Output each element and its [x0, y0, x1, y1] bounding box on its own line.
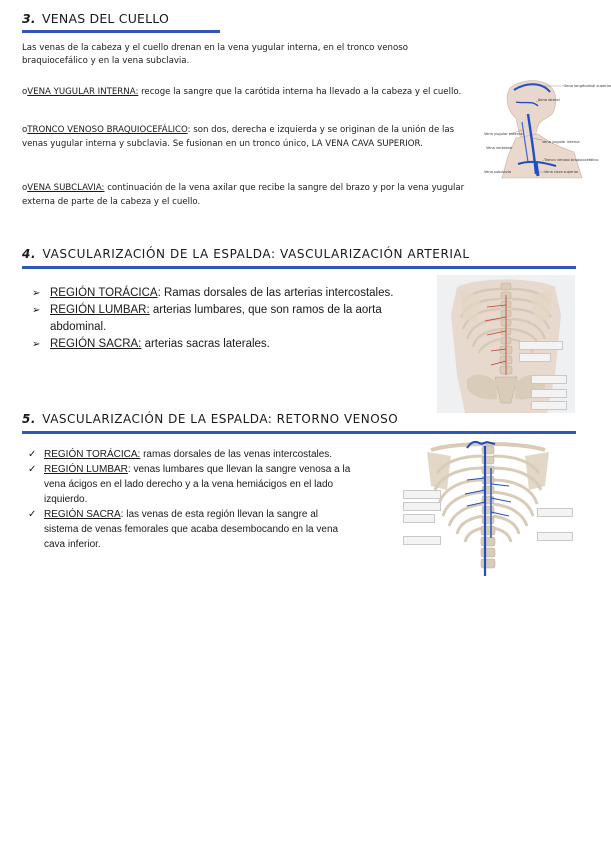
item-text: : Ramas dorsales de las arterias intercostales. [157, 287, 394, 299]
figure-label-box [403, 536, 441, 545]
section-4-underline [22, 266, 576, 269]
arrow-bullet-icon: ➢ [32, 339, 41, 350]
list-item-region-sacra [22, 336, 402, 353]
term: REGIÓN LUMBAR: [50, 304, 150, 316]
section-3-item-yugular [22, 86, 477, 100]
term: REGIÓN LUMBAR [44, 464, 128, 475]
bullet: o [22, 183, 28, 193]
check-bullet-icon: ✓ [28, 509, 37, 520]
check-bullet-icon: ✓ [28, 449, 37, 460]
item-text: continuación de la vena axilar que recibe la sangre del brazo y por la vena yugular externa de parte de la cabeza y el cuello. [22, 183, 465, 207]
section-3-intro: Las venas de la cabeza y el cuello drenan en la vena yugular interna, en el tronco venoso braquiocefálico y en la vena subclavia. [22, 43, 408, 66]
label-seno-longitudinal: Seno longitudinal superior [564, 84, 611, 88]
arrow-bullet-icon: ➢ [32, 288, 41, 299]
section-4-number: 4. [22, 247, 37, 261]
term-vena-yugular-interna: VENA YUGULAR INTERNA: [27, 87, 139, 97]
figure-label-box [519, 353, 551, 362]
label-vena-yugular-externa: Vena yugular externa [484, 132, 523, 136]
section-3-number: 3. [22, 11, 36, 26]
figure-label-box [403, 514, 435, 523]
figure-label-box [531, 389, 567, 398]
label-vena-cava-superior: Vena cava superior [544, 170, 579, 174]
label-vena-yugular-interna: Vena yugular interna [542, 140, 580, 144]
figure-label-box [519, 341, 563, 350]
label-vena-subclavia: Vena subclavia [484, 170, 511, 174]
back-arterial-figure [437, 275, 575, 413]
section-5-underline [22, 431, 576, 434]
section-4-title: VASCULARIZACIÓN DE LA ESPALDA: VASCULARIZACIÓN ARTERIAL [42, 247, 470, 261]
figure-label-box [531, 375, 567, 384]
term: REGIÓN SACRA [44, 509, 121, 520]
back-venous-figure [401, 438, 575, 578]
item-text: ramas dorsales de las venas intercostales. [140, 449, 333, 460]
section-5-list [24, 447, 354, 552]
list-item-region-lumbar [24, 462, 354, 507]
item-text: arterias lumbares, que son ramos de la aorta abdominal. [50, 304, 382, 333]
neck-veins-illustration [482, 78, 594, 178]
term: REGIÓN TORÁCICA [50, 287, 158, 299]
list-item-region-sacra [24, 507, 354, 552]
item-text: : venas lumbares que llevan la sangre venosa a la vena ácigos en el lado derecho y a la vena hemiácigos en el lado izquierdo. [44, 464, 351, 505]
term-tronco-venoso: TRONCO VENOSO BRAQUIOCEFÁLICO [27, 125, 188, 135]
check-bullet-icon: ✓ [28, 464, 37, 475]
term-vena-subclavia: VENA SUBCLAVIA: [27, 183, 105, 193]
arrow-bullet-icon: ➢ [32, 305, 41, 316]
list-item-region-toracica [22, 285, 402, 302]
figure-label-box [403, 502, 441, 511]
item-text: : las venas de esta región llevan la sangre al sistema de venas femorales que acaba desembocando en la vena cava inferior. [44, 509, 339, 550]
label-vena-vertebral: Vena vertebral [486, 146, 513, 150]
section-5-title: VASCULARIZACIÓN DE LA ESPALDA: RETORNO VENOSO [42, 412, 399, 426]
section-3-title: VENAS DEL CUELLO [42, 11, 170, 26]
section-3-underline [22, 30, 220, 33]
term: REGIÓN SACRA: [50, 338, 142, 350]
section-5-heading [22, 412, 398, 426]
item-text: recoge la sangre que la carótida interna ha llevado a la cabeza y el cuello. [138, 87, 462, 97]
item-text: arterias sacras laterales. [141, 338, 270, 350]
list-item-region-lumbar [22, 302, 402, 336]
section-4-heading [22, 247, 470, 261]
section-5-number: 5. [22, 412, 36, 426]
section-3-heading [22, 11, 169, 26]
figure-label-box [531, 401, 567, 410]
section-3-item-tronco [22, 124, 472, 151]
section-3-item-subclavia [22, 182, 477, 209]
bullet: o [22, 87, 28, 97]
label-tronco-braquiocefalico: Tronco venoso braquiocefálico [544, 158, 599, 162]
section-4-list [22, 285, 402, 353]
figure-label-box [537, 532, 573, 541]
label-seno-lateral: Seno lateral [538, 98, 560, 102]
item-text: : son dos, derecha e izquierda y se originan de la unión de las venas yugular interna y subclavia. Se fusionan en un tronco único, LA VENA CAVA SUPERIOR. [22, 125, 455, 149]
bullet: o [22, 125, 28, 135]
term: REGIÓN TORÁCICA: [44, 449, 141, 460]
neck-veins-figure [482, 78, 611, 178]
figure-label-box [537, 508, 573, 517]
figure-label-box [403, 490, 441, 499]
list-item-region-toracica [24, 447, 354, 462]
